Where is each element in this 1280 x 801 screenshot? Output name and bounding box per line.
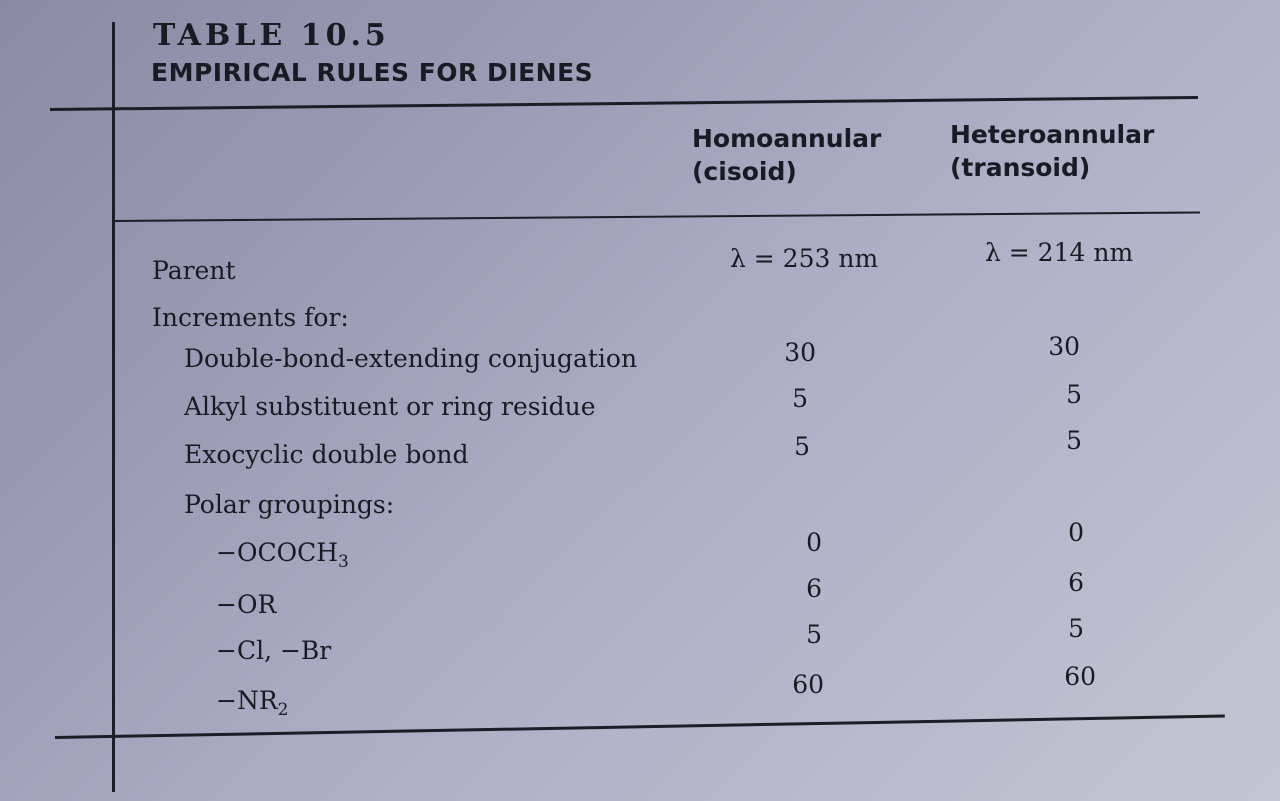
- row-label-alkyl: Alkyl substituent or ring residue: [184, 392, 596, 421]
- vertical-rule: [112, 22, 115, 792]
- row-label-cl-br: −Cl, −Br: [216, 636, 332, 665]
- parent-hetero-value: λ = 214 nm: [985, 238, 1134, 267]
- alkyl-homo-value: 5: [792, 384, 808, 413]
- exocyclic-homo-value: 5: [794, 432, 810, 461]
- top-rule: [50, 96, 1198, 111]
- ococh3-hetero-value: 0: [1068, 518, 1084, 547]
- nr2-homo-value: 60: [792, 670, 824, 699]
- row-label-parent: Parent: [152, 256, 236, 285]
- table-title: EMPIRICAL RULES FOR DIENES: [151, 58, 594, 87]
- increments-heading: Increments for:: [152, 303, 349, 332]
- bottom-rule: [55, 715, 1225, 739]
- column-header-homoannular: Homoannular (cisoid): [692, 124, 882, 186]
- polar-groupings-heading: Polar groupings:: [184, 490, 395, 519]
- exocyclic-hetero-value: 5: [1066, 426, 1082, 455]
- column-header-heteroannular: Heteroannular (transoid): [950, 120, 1155, 182]
- conjugation-homo-value: 30: [784, 338, 816, 367]
- alkyl-hetero-value: 5: [1066, 380, 1082, 409]
- row-label-ococh3: $-OCOCH_3$: [216, 538, 349, 572]
- cl-br-homo-value: 5: [806, 620, 822, 649]
- cl-br-hetero-value: 5: [1068, 614, 1084, 643]
- nr2-hetero-value: 60: [1064, 662, 1096, 691]
- row-label-conjugation: Double-bond-extending conjugation: [184, 344, 638, 373]
- row-label-nr2: $-NR_2$: [216, 686, 289, 720]
- or-homo-value: 6: [806, 574, 822, 603]
- row-label-or: −OR: [216, 590, 277, 619]
- table-number: TABLE 10.5: [153, 18, 390, 53]
- header-rule: [112, 211, 1200, 222]
- row-label-exocyclic: Exocyclic double bond: [184, 440, 469, 469]
- or-hetero-value: 6: [1068, 568, 1084, 597]
- parent-homo-value: λ = 253 nm: [730, 244, 879, 273]
- ococh3-homo-value: 0: [806, 528, 822, 557]
- conjugation-hetero-value: 30: [1048, 332, 1080, 361]
